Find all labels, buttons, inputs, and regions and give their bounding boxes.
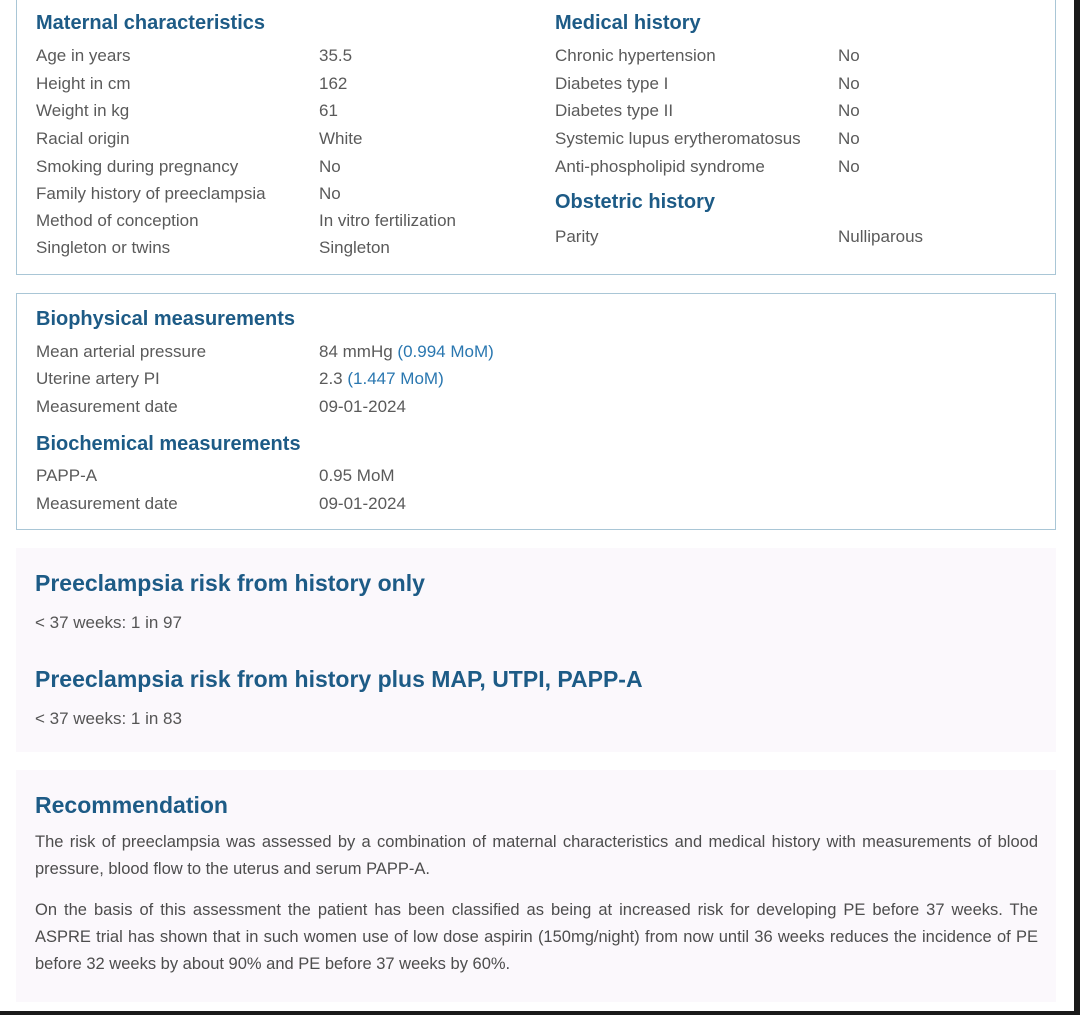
medical-label-diabetes-2: Diabetes type II xyxy=(555,101,674,120)
utpi-label: Uterine artery PI xyxy=(36,369,160,388)
maternal-value-age: 35.5 xyxy=(319,46,353,65)
maternal-label-smoking: Smoking during pregnancy xyxy=(36,157,239,176)
risk-history-line: < 37 weeks: 1 in 97 xyxy=(35,613,182,632)
utpi-mom: (1.447 MoM) xyxy=(347,369,444,388)
biochemical-date-label: Measurement date xyxy=(36,494,178,513)
medical-value-diabetes-1: No xyxy=(838,74,860,93)
window-edge-bottom xyxy=(0,1011,1080,1015)
maternal-value-conception: In vitro fertilization xyxy=(319,211,456,230)
maternal-label-racial-origin: Racial origin xyxy=(36,129,130,148)
obstetric-value-parity: Nulliparous xyxy=(838,227,924,246)
maternal-label-age: Age in years xyxy=(36,46,131,65)
maternal-value-family-history: No xyxy=(319,184,341,203)
biophysical-date-value: 09-01-2024 xyxy=(319,397,406,416)
map-value xyxy=(319,342,494,362)
recommendation-heading: Recommendation xyxy=(35,792,228,818)
maternal-value-height: 162 xyxy=(319,74,348,93)
risk-history-heading: Preeclampsia risk from history only xyxy=(35,570,425,596)
maternal-characteristics-heading: Maternal characteristics xyxy=(36,12,266,34)
window-edge-right xyxy=(1074,0,1080,1015)
maternal-label-height: Height in cm xyxy=(36,74,131,93)
medical-label-antiphospholipid: Anti-phospholipid syndrome xyxy=(555,157,765,176)
medical-value-hypertension: No xyxy=(838,46,860,65)
obstetric-label-parity: Parity xyxy=(555,227,599,246)
maternal-value-smoking: No xyxy=(319,157,341,176)
medical-label-hypertension: Chronic hypertension xyxy=(555,46,716,65)
biophysical-date-label: Measurement date xyxy=(36,397,178,416)
utpi-value-text: 2.3 xyxy=(319,369,343,388)
maternal-label-conception: Method of conception xyxy=(36,211,199,230)
obstetric-history-heading: Obstetric history xyxy=(555,191,716,213)
maternal-label-weight: Weight in kg xyxy=(36,101,130,120)
map-mom: (0.994 MoM) xyxy=(397,342,494,361)
pappa-label: PAPP-A xyxy=(36,466,98,485)
medical-value-antiphospholipid: No xyxy=(838,157,860,176)
medical-value-diabetes-2: No xyxy=(838,101,860,120)
medical-history-heading: Medical history xyxy=(555,12,701,34)
map-value-text: 84 mmHg xyxy=(319,342,393,361)
recommendation-paragraph-2: On the basis of this assessment the patient has been classified as being at increased risk for developing PE before 37 weeks. The ASPRE trial has shown that in such women use of low dose aspirin (150mg/night) from now until 36 weeks reduces the incidence of PE before 32 weeks by about 90% and PE before 37 weeks by 60%. xyxy=(35,901,1038,973)
maternal-label-family-history: Family history of preeclampsia xyxy=(36,184,266,203)
biochemical-date-value: 09-01-2024 xyxy=(319,494,406,513)
medical-label-diabetes-1: Diabetes type I xyxy=(555,74,669,93)
utpi-value xyxy=(319,369,444,389)
map-label: Mean arterial pressure xyxy=(36,342,207,361)
risk-combined-heading: Preeclampsia risk from history plus MAP, UTPI, PAPP-A xyxy=(35,666,643,692)
biochemical-heading: Biochemical measurements xyxy=(36,433,301,455)
maternal-value-singleton: Singleton xyxy=(319,238,390,257)
maternal-label-singleton: Singleton or twins xyxy=(36,238,171,257)
maternal-value-racial-origin: White xyxy=(319,129,363,148)
medical-value-lupus: No xyxy=(838,129,860,148)
medical-label-lupus: Systemic lupus erytheromatosus xyxy=(555,129,801,148)
maternal-value-weight: 61 xyxy=(319,101,338,120)
pappa-value: 0.95 MoM xyxy=(319,466,395,485)
recommendation-paragraph-1: The risk of preeclampsia was assessed by a combination of maternal characteristics and medical history with measurements of blood pressure, blood flow to the uterus and serum PAPP-A. xyxy=(35,833,1038,878)
risk-combined-line: < 37 weeks: 1 in 83 xyxy=(35,709,182,728)
biophysical-heading: Biophysical measurements xyxy=(36,308,295,330)
